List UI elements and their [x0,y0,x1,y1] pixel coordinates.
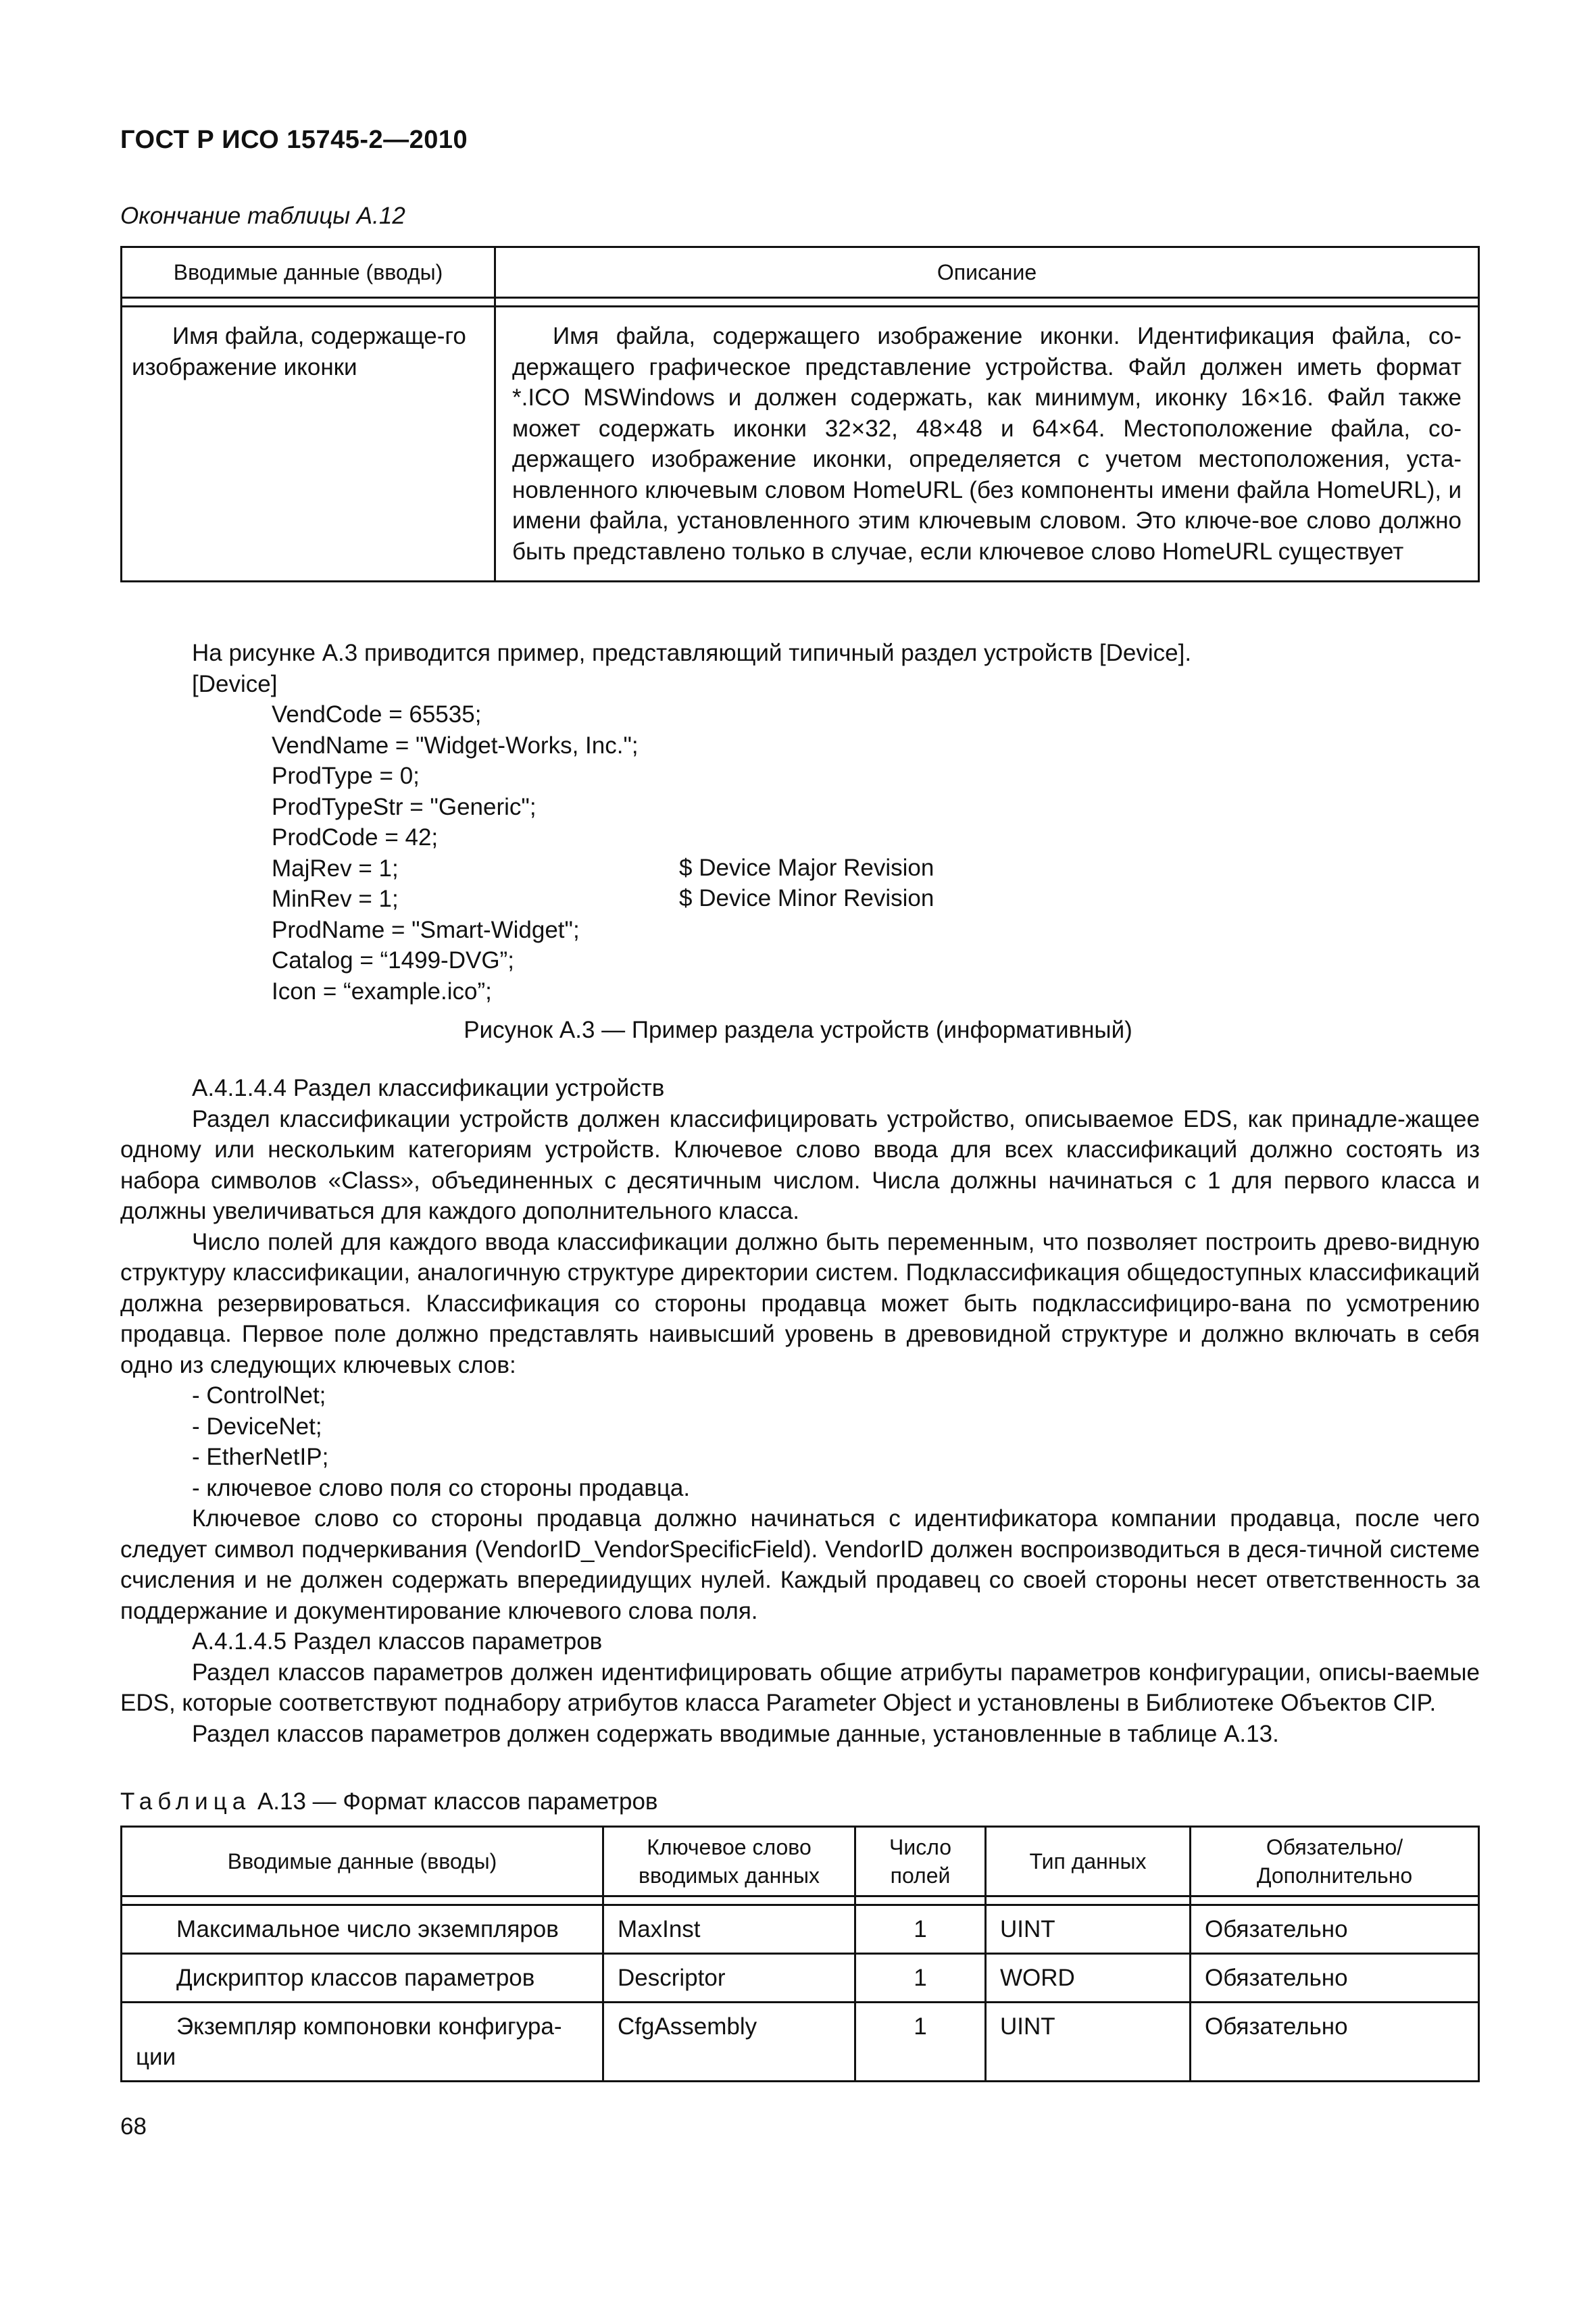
table-a13-caption-prefix: Таблица [120,1788,251,1815]
table-a12-header-description: Описание [495,247,1479,298]
table-cell: 1 [855,1905,986,1954]
table-row [122,2003,1479,2082]
figure-caption: Рисунок А.3 — Пример раздела устройств (информативный) [464,1017,1132,1043]
table-a13-header: Число полей [855,1827,986,1896]
table-cell: Обязательно [1191,1905,1479,1954]
table-a13-caption [120,1788,658,1815]
code-line: VendCode = 65535; [272,701,482,728]
table-a12 [120,246,1480,582]
table-cell: Экземпляр компоновки конфигура-ции [122,2003,603,2082]
code-line: ProdType = 0; [272,763,420,789]
table-a13-header: Тип данных [986,1827,1191,1896]
code-comment-majrev: $ Device Major Revision [679,855,934,881]
table-cell: CfgAssembly [603,2003,855,2082]
code-line: VendName = "Widget-Works, Inc."; [272,732,639,759]
section-heading: А.4.1.4.5 Раздел классов параметров [192,1628,603,1655]
list-item: - DeviceNet; [192,1413,322,1440]
table-a13 [120,1826,1480,2082]
table-cell: MaxInst [603,1905,855,1954]
page-number: 68 [120,2113,147,2140]
table-cell: Обязательно [1191,1954,1479,2003]
list-item: - ControlNet; [192,1382,326,1409]
code-line: ProdCode = 42; [272,824,439,851]
table-cell: Максимальное число экземпляров [122,1905,603,1954]
table-row [122,307,1479,582]
section-heading: А.4.1.4.4 Раздел классификации устройств [192,1075,665,1101]
table-row [122,1905,1479,1954]
table-cell: UINT [986,1905,1191,1954]
paragraph: Ключевое слово со стороны продавца должно начинаться с идентификатора компании продавца, после чего следует символ подчеркивания (VendorID_VendorSpecificField). VendorID должен воспроизводиться в деся-тичной системе счисления и не должен содержать впередиидущих нулей. Каждый продавец со своей стороны несет ответственность за поддержание и документирование ключевого слова поля. [120,1505,1480,1624]
code-line: Catalog = “1499-DVG”; [272,947,514,974]
table-a12-cell-description: Имя файла, содержащего изображение иконки. Идентификация файла, со-держащего графическое представление устройства. Файл должен иметь формат *.ICO MSWindows и должен содержать, как минимум, иконку 16×16. Файл также может содержать иконки 32×32, 48×48 и 64×64. Местоположение файла, со-держащего изображение иконки, определяется с учетом местоположения, уста-новленного ключевым словом HomeURL (без компоненты имени файла HomeURL), и имени файла, установленного этим ключевым словом. Это ключе-вое слово должно быть представлено только в случае, если ключевое слово HomeURL существует [495,307,1479,582]
code-line: ProdTypeStr = "Generic"; [272,793,537,820]
device-code-block [272,699,639,1007]
table-cell: 1 [855,2003,986,2082]
table-a12-header-input: Вводимые данные (вводы) [122,247,495,298]
code-line: Icon = “example.ico”; [272,978,492,1005]
table-cell: Дискриптор классов параметров [122,1954,603,2003]
list-item: - ключевое слово поля со стороны продавца. [192,1474,691,1501]
table-cell: Обязательно [1191,2003,1479,2082]
paragraph: Раздел классификации устройств должен классифицировать устройство, описываемое EDS, как принадле-жащее одному или нескольким категориям устройств. Ключевое слово ввода для всех классификаций должно состоять из набора символов «Class», объединенных с десятичным числом. Числа должны начинаться с 1 для первого класса и должны увеличиваться для каждого дополнительного класса. [120,1105,1480,1224]
code-line: ProdName = "Smart-Widget"; [272,916,580,943]
table-a12-caption: Окончание таблицы А.12 [120,203,405,229]
device-label: [Device] [192,670,278,697]
table-a12-cell-input: Имя файла, содержаще-го изображение иконки [122,307,495,582]
table-cell: WORD [986,1954,1191,2003]
code-comment-minrev: $ Device Minor Revision [679,885,934,911]
table-a13-header: Обязательно/ Дополнительно [1191,1827,1479,1896]
table-a13-header: Вводимые данные (вводы) [122,1827,603,1896]
code-line: MajRev = 1; [272,855,399,882]
table-cell: Descriptor [603,1954,855,2003]
paragraph: Число полей для каждого ввода классификации должно быть переменным, что позволяет построить древо-видную структуру классификации, аналогичную структуре директории систем. Подклассификация общедоступных классификаций должна резервироваться. Классификация со стороны продавца может быть подклассифициро-вана по усмотрению продавца. Первое поле должно представлять наивысший уровень в древовидной структуре и должно включать в себя одно из следующих ключевых слов: [120,1228,1480,1378]
table-row [122,1954,1479,2003]
table-a13-caption-rest: А.13 — Формат классов параметров [251,1788,658,1815]
table-a13-header: Ключевое слово вводимых данных [603,1827,855,1896]
document-header: ГОСТ Р ИСО 15745-2—2010 [120,126,468,154]
table-cell: UINT [986,2003,1191,2082]
paragraph: Раздел классов параметров должен содержать вводимые данные, установленные в таблице А.13. [192,1720,1279,1747]
intro-line: На рисунке А.3 приводится пример, представляющий типичный раздел устройств [Device]. [192,640,1192,666]
table-cell: 1 [855,1954,986,2003]
code-line: MinRev = 1; [272,886,399,912]
paragraph: Раздел классов параметров должен идентифицировать общие атрибуты параметров конфигурации, описы-ваемые EDS, которые соответствуют поднабору атрибутов класса Parameter Object и установлены в Библиотеке Объектов CIP. [120,1659,1480,1716]
list-item: - EtherNetIP; [192,1444,329,1470]
